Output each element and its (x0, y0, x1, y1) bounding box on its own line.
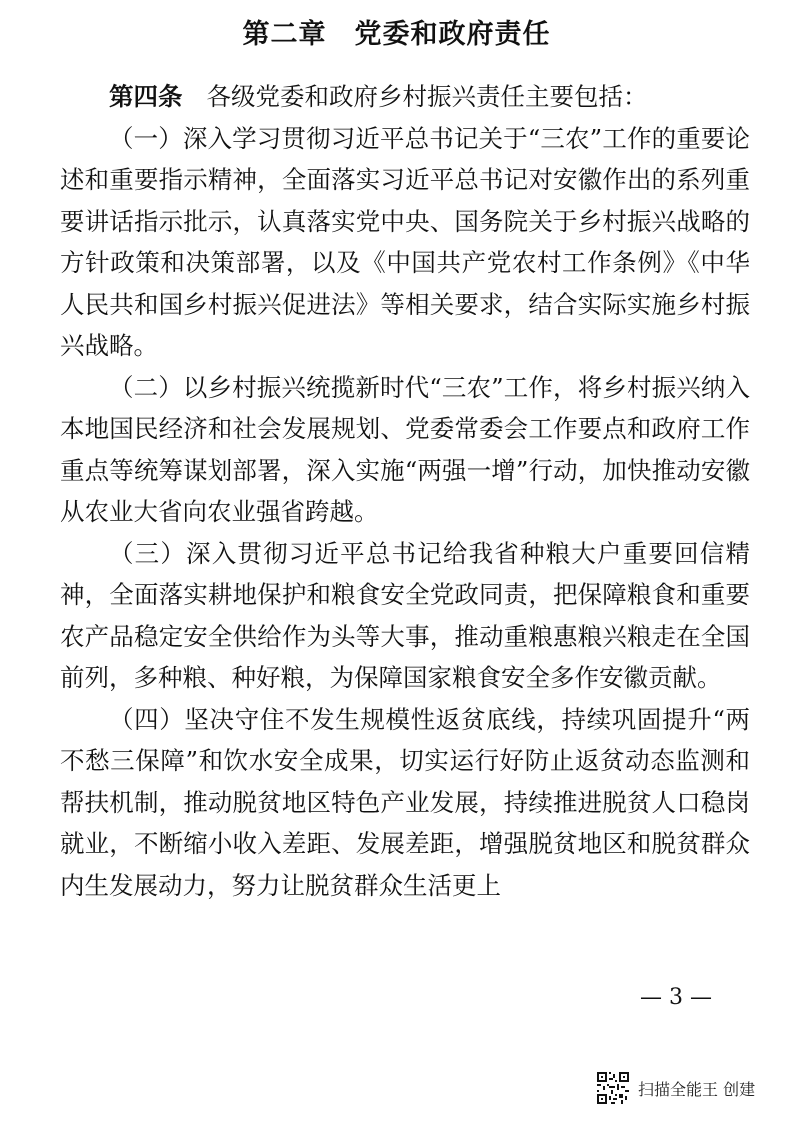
article-intro (60, 76, 750, 118)
chapter-title: 第二章 党委和政府责任 (242, 19, 551, 50)
qr-code-icon (596, 1071, 630, 1105)
article-intro-text: 各级党委和政府乡村振兴责任主要包括： (206, 82, 648, 111)
watermark-text: 扫描全能王 创建 (638, 1079, 756, 1099)
paragraph-1: （一）深入学习贯彻习近平总书记关于“三农”工作的重要论述和重要指示精神，全面落实习近平总书记对安徽作出的系列重要讲话指示批示，认真落实党中央、国务院关于乡村振兴战略的方针政策和决策部署，以及《中国共产党农村工作条例》《中华人民共和国乡村振兴促进法》等相关要求，结合实际实施乡村振兴战略。 (60, 123, 750, 360)
paragraph-3: （三）深入贯彻习近平总书记给我省种粮大户重要回信精神，全面落实耕地保护和粮食安全党政同责，把保障粮食和重要农产品稳定安全供给作为头等大事，推动重粮惠粮兴粮走在全国前列，多种粮、种好粮，为保障国家粮食安全多作安徽贡献。 (60, 538, 750, 692)
article-label: 第四条 (109, 82, 183, 111)
document-body (60, 76, 750, 906)
paragraph-4: （四）坚决守住不发生规模性返贫底线，持续巩固提升“两不愁三保障”和饮水安全成果，切实运行好防止返贫动态监测和帮扶机制，推动脱贫地区特色产业发展，持续推进脱贫人口稳岗就业，不断缩小收入差距、发展差距，增强脱贫地区和脱贫群众内生发展动力，努力让脱贫群众生活更上 (60, 704, 750, 900)
page-number: — 3 — (640, 985, 712, 1010)
paragraph-2: （二）以乡村振兴统揽新时代“三农”工作，将乡村振兴纳入本地国民经济和社会发展规划、党委常委会工作要点和政府工作重点等统筹谋划部署，深入实施“两强一增”行动，加快推动安徽从农业大省向农业强省跨越。 (60, 372, 750, 526)
scanner-watermark (596, 1070, 755, 1106)
